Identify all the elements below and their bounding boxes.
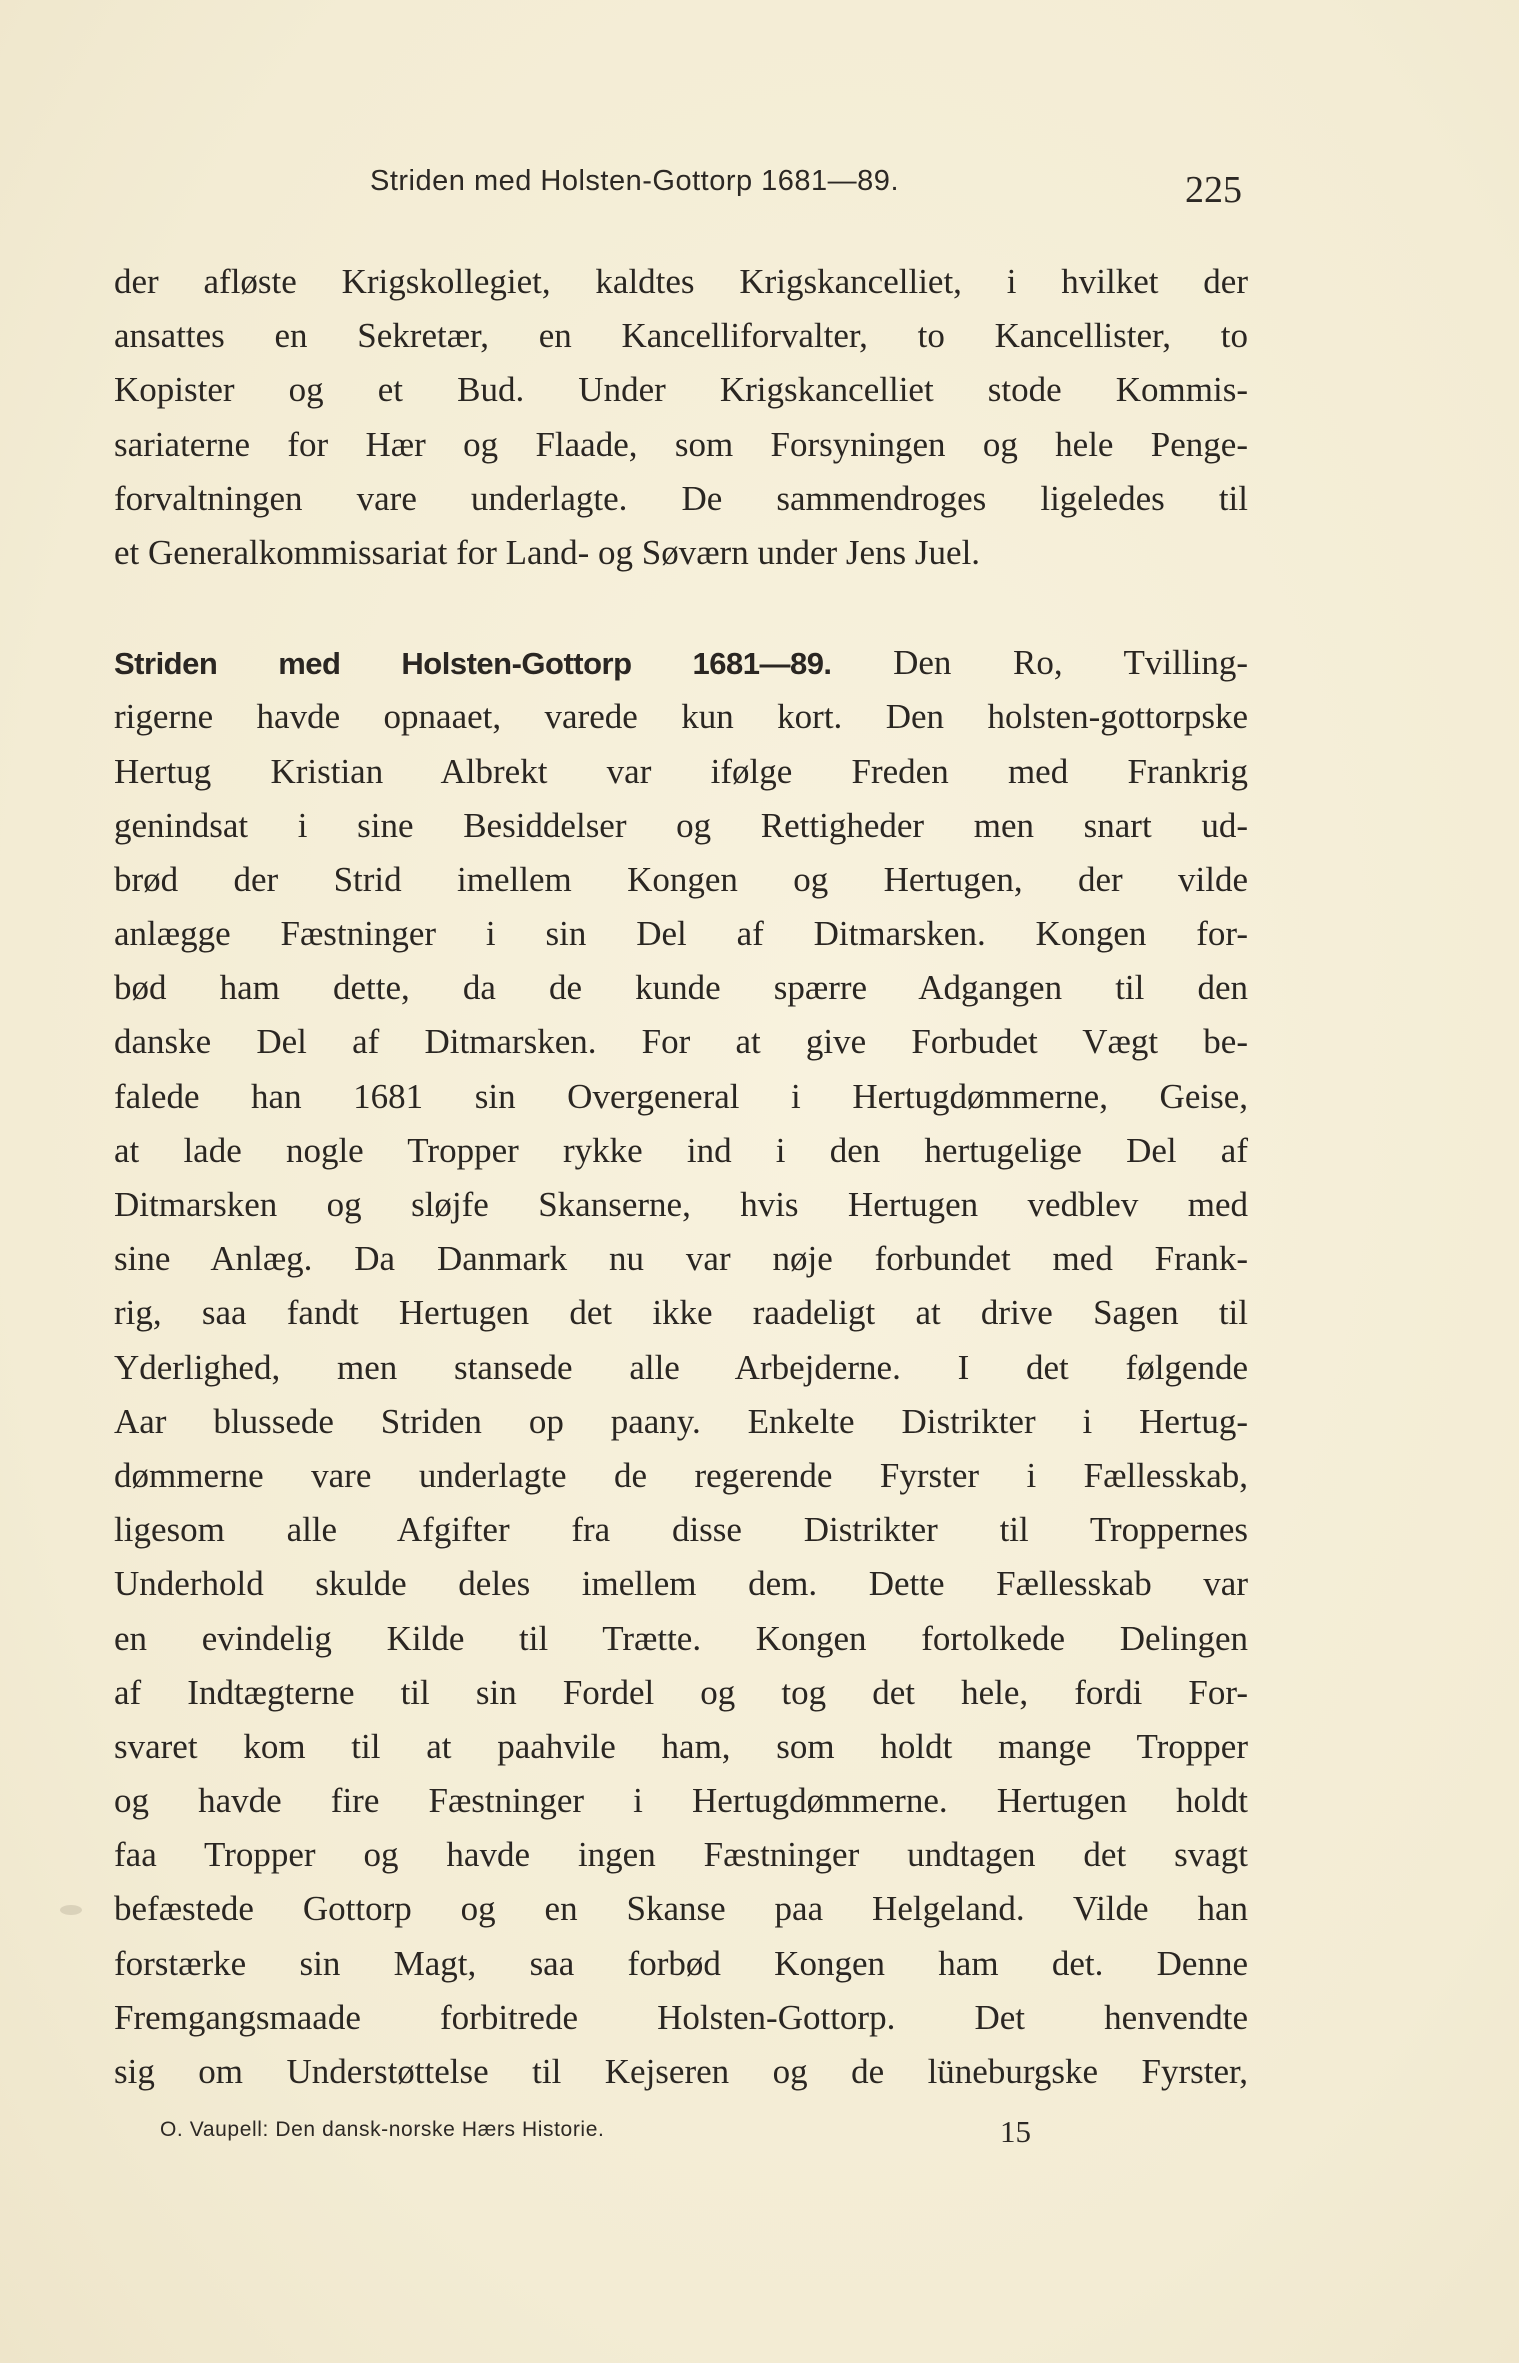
text-line: en evindelig Kilde til Trætte. Kongen fortolkede Delingen (114, 1618, 1248, 1658)
running-head: Striden med Holsten-Gottorp 1681—89. (370, 165, 899, 197)
text-line: brød der Strid imellem Kongen og Hertugen, der vilde (114, 859, 1248, 899)
text-line: Yderlighed, men stansede alle Arbejderne. I det følgende (114, 1347, 1248, 1387)
text-line: befæstede Gottorp og en Skanse paa Helgeland. Vilde han (114, 1889, 1248, 1929)
text-line: sariaterne for Hær og Flaade, som Forsyningen og hele Penge- (114, 424, 1248, 464)
text-line: Fremgangsmaade forbitrede Holsten-Gottorp. Det henvendte (114, 1997, 1248, 2037)
text-line: bød ham dette, da de kunde spærre Adgangen til den (114, 968, 1248, 1008)
text-line: ligesom alle Afgifter fra disse Distrikter til Troppernes (114, 1510, 1248, 1550)
footer-book-reference: O. Vaupell: Den dansk-norske Hærs Historie. (160, 2118, 605, 2141)
text-line: der afløste Krigskollegiet, kaldtes Krigskancelliet, i hvilket der (114, 262, 1248, 301)
text-line: falede han 1681 sin Overgeneral i Hertugdømmerne, Geise, (114, 1076, 1248, 1116)
text-line: Underhold skulde deles imellem dem. Dette Fællesskab var (114, 1564, 1248, 1604)
text-line: danske Del af Ditmarsken. For at give Forbudet Vægt be- (114, 1022, 1248, 1062)
text-line: ansattes en Sekretær, en Kancelliforvalter, to Kancellister, to (114, 316, 1248, 356)
text-line: at lade nogle Tropper rykke ind i den hertugelige Del af (114, 1130, 1248, 1170)
text-line-rest: Den Ro, Tvilling- (893, 643, 1248, 683)
text-line: sine Anlæg. Da Danmark nu var nøje forbundet med Frank- (114, 1239, 1248, 1279)
text-line: Hertug Kristian Albrekt var ifølge Freden med Frankrig (114, 751, 1248, 791)
text-line: Aar blussede Striden op paany. Enkelte Distrikter i Hertug- (114, 1401, 1248, 1441)
text-line: genindsat i sine Besiddelser og Rettigheder men snart ud- (114, 805, 1248, 845)
text-line: sig om Understøttelse til Kejseren og de lüneburgske Fyrster, (114, 2052, 1248, 2091)
paragraph-krigskancelliet (114, 255, 1248, 580)
text-line: forvaltningen vare underlagte. De sammendroges ligeledes til (114, 478, 1248, 518)
text-line: svaret kom til at paahvile ham, som holdt mange Tropper (114, 1726, 1248, 1766)
signature-mark: 15 (1000, 2114, 1031, 2149)
text-line: og havde fire Fæstninger i Hertugdømmerne. Hertugen holdt (114, 1781, 1248, 1821)
text-line: et Generalkommissariat for Land- og Søværn under Jens Juel. (114, 532, 981, 572)
text-line: faa Tropper og havde ingen Fæstninger undtagen det svagt (114, 1835, 1248, 1875)
text-line: dømmerne vare underlagte de regerende Fyrster i Fællesskab, (114, 1455, 1248, 1495)
text-line: anlægge Fæstninger i sin Del af Ditmarsken. Kongen for- (114, 914, 1248, 954)
text-line: rigerne havde opnaaet, varede kun kort. Den holsten-gottorpske (114, 697, 1248, 737)
text-line-with-sidehead (114, 636, 1248, 690)
page-number: 225 (1185, 169, 1242, 211)
section-sidehead: Striden med Holsten-Gottorp 1681—89. (114, 646, 832, 682)
text-line: Kopister og et Bud. Under Krigskancelliet stode Kommis- (114, 370, 1248, 410)
body-text (114, 255, 1248, 2099)
text-line: forstærke sin Magt, saa forbød Kongen ham det. Denne (114, 1943, 1248, 1983)
text-line: Ditmarsken og sløjfe Skanserne, hvis Hertugen vedblev med (114, 1185, 1248, 1224)
text-line: rig, saa fandt Hertugen det ikke raadeligt at drive Sagen til (114, 1293, 1248, 1333)
paragraph-striden (114, 636, 1248, 2099)
paragraph-gap (114, 580, 1248, 636)
paper-stain (60, 1905, 82, 1915)
text-line: af Indtægterne til sin Fordel og tog det hele, fordi For- (114, 1672, 1248, 1712)
